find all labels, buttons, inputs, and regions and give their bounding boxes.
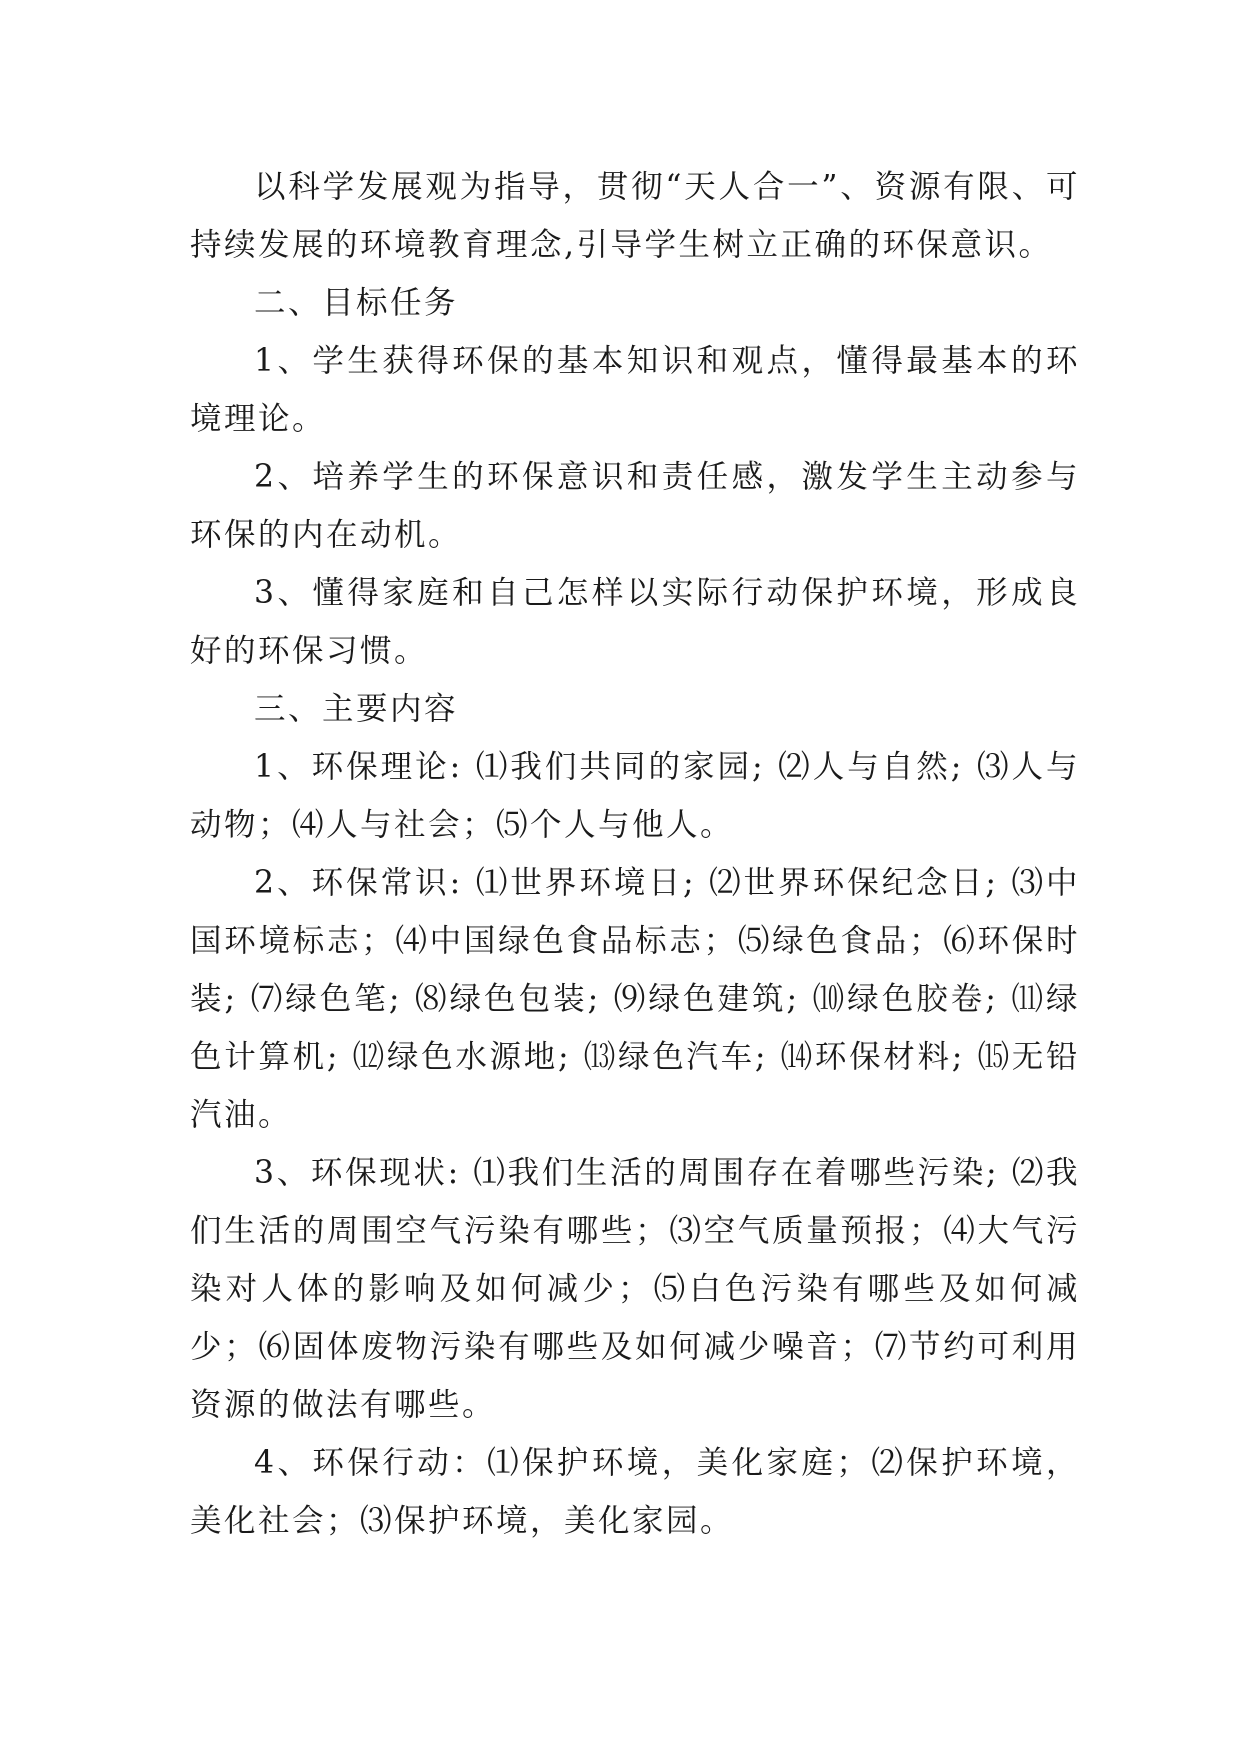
paragraph-content-4: 4、环保行动：⑴保护环境，美化家庭；⑵保护环境，美化社会；⑶保护环境，美化家园。 <box>190 1445 1080 1539</box>
paragraph-content-1: 1、环保理论: ⑴我们共同的家园; ⑵人与自然; ⑶人与动物；⑷人与社会；⑸个人与他人。 <box>190 749 1080 843</box>
paragraph-goal-2: 2、培养学生的环保意识和责任感，激发学生主动参与环保的内在动机。 <box>190 459 1080 553</box>
paragraph-goal-1: 1、学生获得环保的基本知识和观点，懂得最基本的环境理论。 <box>190 343 1080 437</box>
heading-main-content: 三、主要内容 <box>254 691 459 727</box>
paragraph-goal-3: 3、懂得家庭和自己怎样以实际行动保护环境，形成良好的环保习惯。 <box>190 575 1080 669</box>
paragraph-content-2: 2、环保常识: ⑴世界环境日; ⑵世界环保纪念日; ⑶中国环境标志；⑷中国绿色食品标志；⑸绿色食品；⑹环保时装; ⑺绿色笔; ⑻绿色包装; ⑼绿色建筑; ⑽绿色胶卷; ⑾绿色计算机; ⑿绿色水源地; ⒀绿色汽车; ⒁环保材料; ⒂无铅汽油。 <box>190 865 1080 1133</box>
paragraph-guiding-principle: 以科学发展观为指导，贯彻“天人合一”、资源有限、可持续发展的环境教育理念,引导学生树立正确的环保意识。 <box>190 169 1080 263</box>
heading-goals: 二、目标任务 <box>254 285 459 321</box>
document-body <box>190 158 1080 1550</box>
paragraph-content-3: 3、环保现状: ⑴我们生活的周围存在着哪些污染; ⑵我们生活的周围空气污染有哪些；⑶空气质量预报；⑷大气污染对人体的影响及如何减少；⑸白色污染有哪些及如何减少；⑹固体废物污染有哪些及如何减少噪音；⑺节约可利用资源的做法有哪些。 <box>190 1155 1080 1423</box>
